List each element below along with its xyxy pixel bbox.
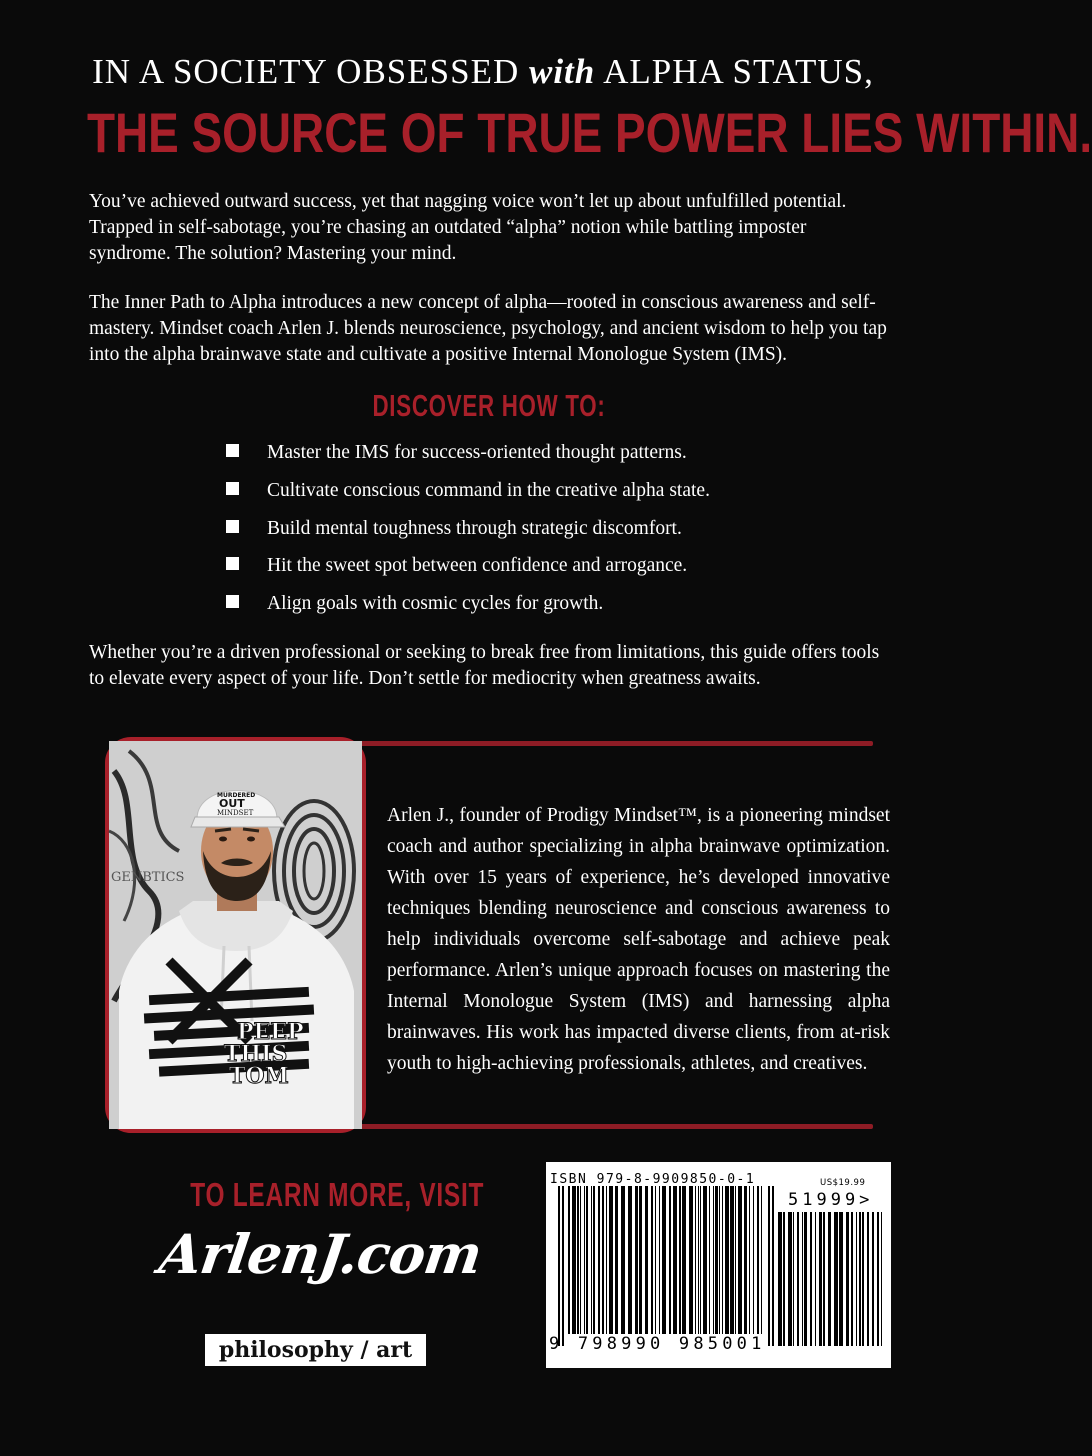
intro-paragraph-2: The Inner Path to Alpha introduces a new concept of alpha—rooted in conscious awareness and self-mastery. Mindset coach Arlen J. blends neuroscience, psychology, and ancient wisdom to help you tap into the alpha brainwave state and cultivate a positive Internal Monologue System (IMS).: [89, 292, 887, 365]
price-label: US$19.99: [820, 1178, 866, 1188]
price-supplement-code: 51999>: [788, 1190, 874, 1210]
wall-text: GENBTICS: [111, 870, 185, 885]
discover-item-text: Build mental toughness through strategic discomfort.: [267, 517, 682, 539]
headline-italic-word: with: [528, 52, 596, 91]
cap-text-line-3: MINDSET: [217, 809, 254, 817]
category-label: philosophy / art: [205, 1334, 426, 1366]
discover-item: [226, 440, 866, 478]
square-bullet-icon: [226, 595, 239, 608]
square-bullet-icon: [226, 557, 239, 570]
learn-more-heading: TO LEARN MORE, VISIT: [190, 1176, 485, 1213]
square-bullet-icon: [226, 520, 239, 533]
discover-item-text: Master the IMS for success-oriented thought patterns.: [267, 442, 687, 463]
website-logo: ArlenJ.com: [155, 1222, 486, 1286]
headline-text-b: ALPHA STATUS,: [595, 52, 874, 91]
cap-text-line-2: OUT: [219, 797, 245, 810]
square-bullet-icon: [226, 444, 239, 457]
discover-item: [226, 478, 866, 516]
discover-item-text: Hit the sweet spot between confidence and arrogance.: [267, 555, 688, 577]
discover-item: [226, 591, 866, 629]
isbn-label: ISBN 979-8-9909850-0-1: [550, 1172, 756, 1187]
barcode-digits: 9 798990 985001: [549, 1334, 766, 1354]
headline-text-a: IN A SOCIETY OBSESSED: [92, 52, 529, 91]
closing-paragraph: Whether you’re a driven professional or seeking to break free from limitations, this guide offers tools to elevate every aspect of your life. Don’t settle for mediocrity when greatness awaits.: [89, 642, 880, 689]
shirt-text-line-2: THIS: [224, 1041, 288, 1067]
author-bio: Arlen J., founder of Prodigy Mindset™, is a pioneering mindset coach and author specializing in alpha brainwave optimization. With over 15 years of experience, he’s developed innovative techniques blending neuroscience and conscious awareness to help individuals overcome self-sabotage and achieve peak performance. Arlen’s unique approach focuses on mastering the Internal Monologue System (IMS) and harnessing alpha brainwaves. His work has impacted diverse clients, from at-risk youth to high-achieving professionals, athletes, and creatives.: [387, 805, 890, 1074]
author-photo: [105, 737, 366, 1133]
cap-text-line-1: MURDERED: [217, 792, 256, 799]
shirt-text-line-3: TOM: [229, 1063, 289, 1089]
intro-paragraph-1: You’ve achieved outward success, yet that nagging voice won’t let up about unfulfilled potential. Trapped in self-sabotage, you’re chasing an outdated “alpha” notion while battling imposter syndrome. The solution? Mastering your mind.: [89, 191, 847, 264]
divider-bottom: [330, 1124, 873, 1129]
author-portrait-illustration: [109, 741, 362, 1129]
shirt-text-line-1: PEEP: [237, 1019, 304, 1045]
square-bullet-icon: [226, 482, 239, 495]
headline-line-1: [0, 52, 966, 92]
discover-item: [226, 516, 866, 554]
discover-heading: DISCOVER HOW TO:: [372, 388, 606, 423]
discover-list: [226, 440, 866, 629]
isbn-barcode: [546, 1162, 891, 1368]
discover-item-text: Align goals with cosmic cycles for growth.: [267, 593, 604, 615]
headline-line-2: THE SOURCE OF TRUE POWER LIES WITHIN.: [86, 101, 1092, 164]
discover-item: [226, 553, 866, 591]
divider-top: [330, 741, 873, 746]
discover-item-text: Cultivate conscious command in the creative alpha state.: [267, 479, 710, 501]
